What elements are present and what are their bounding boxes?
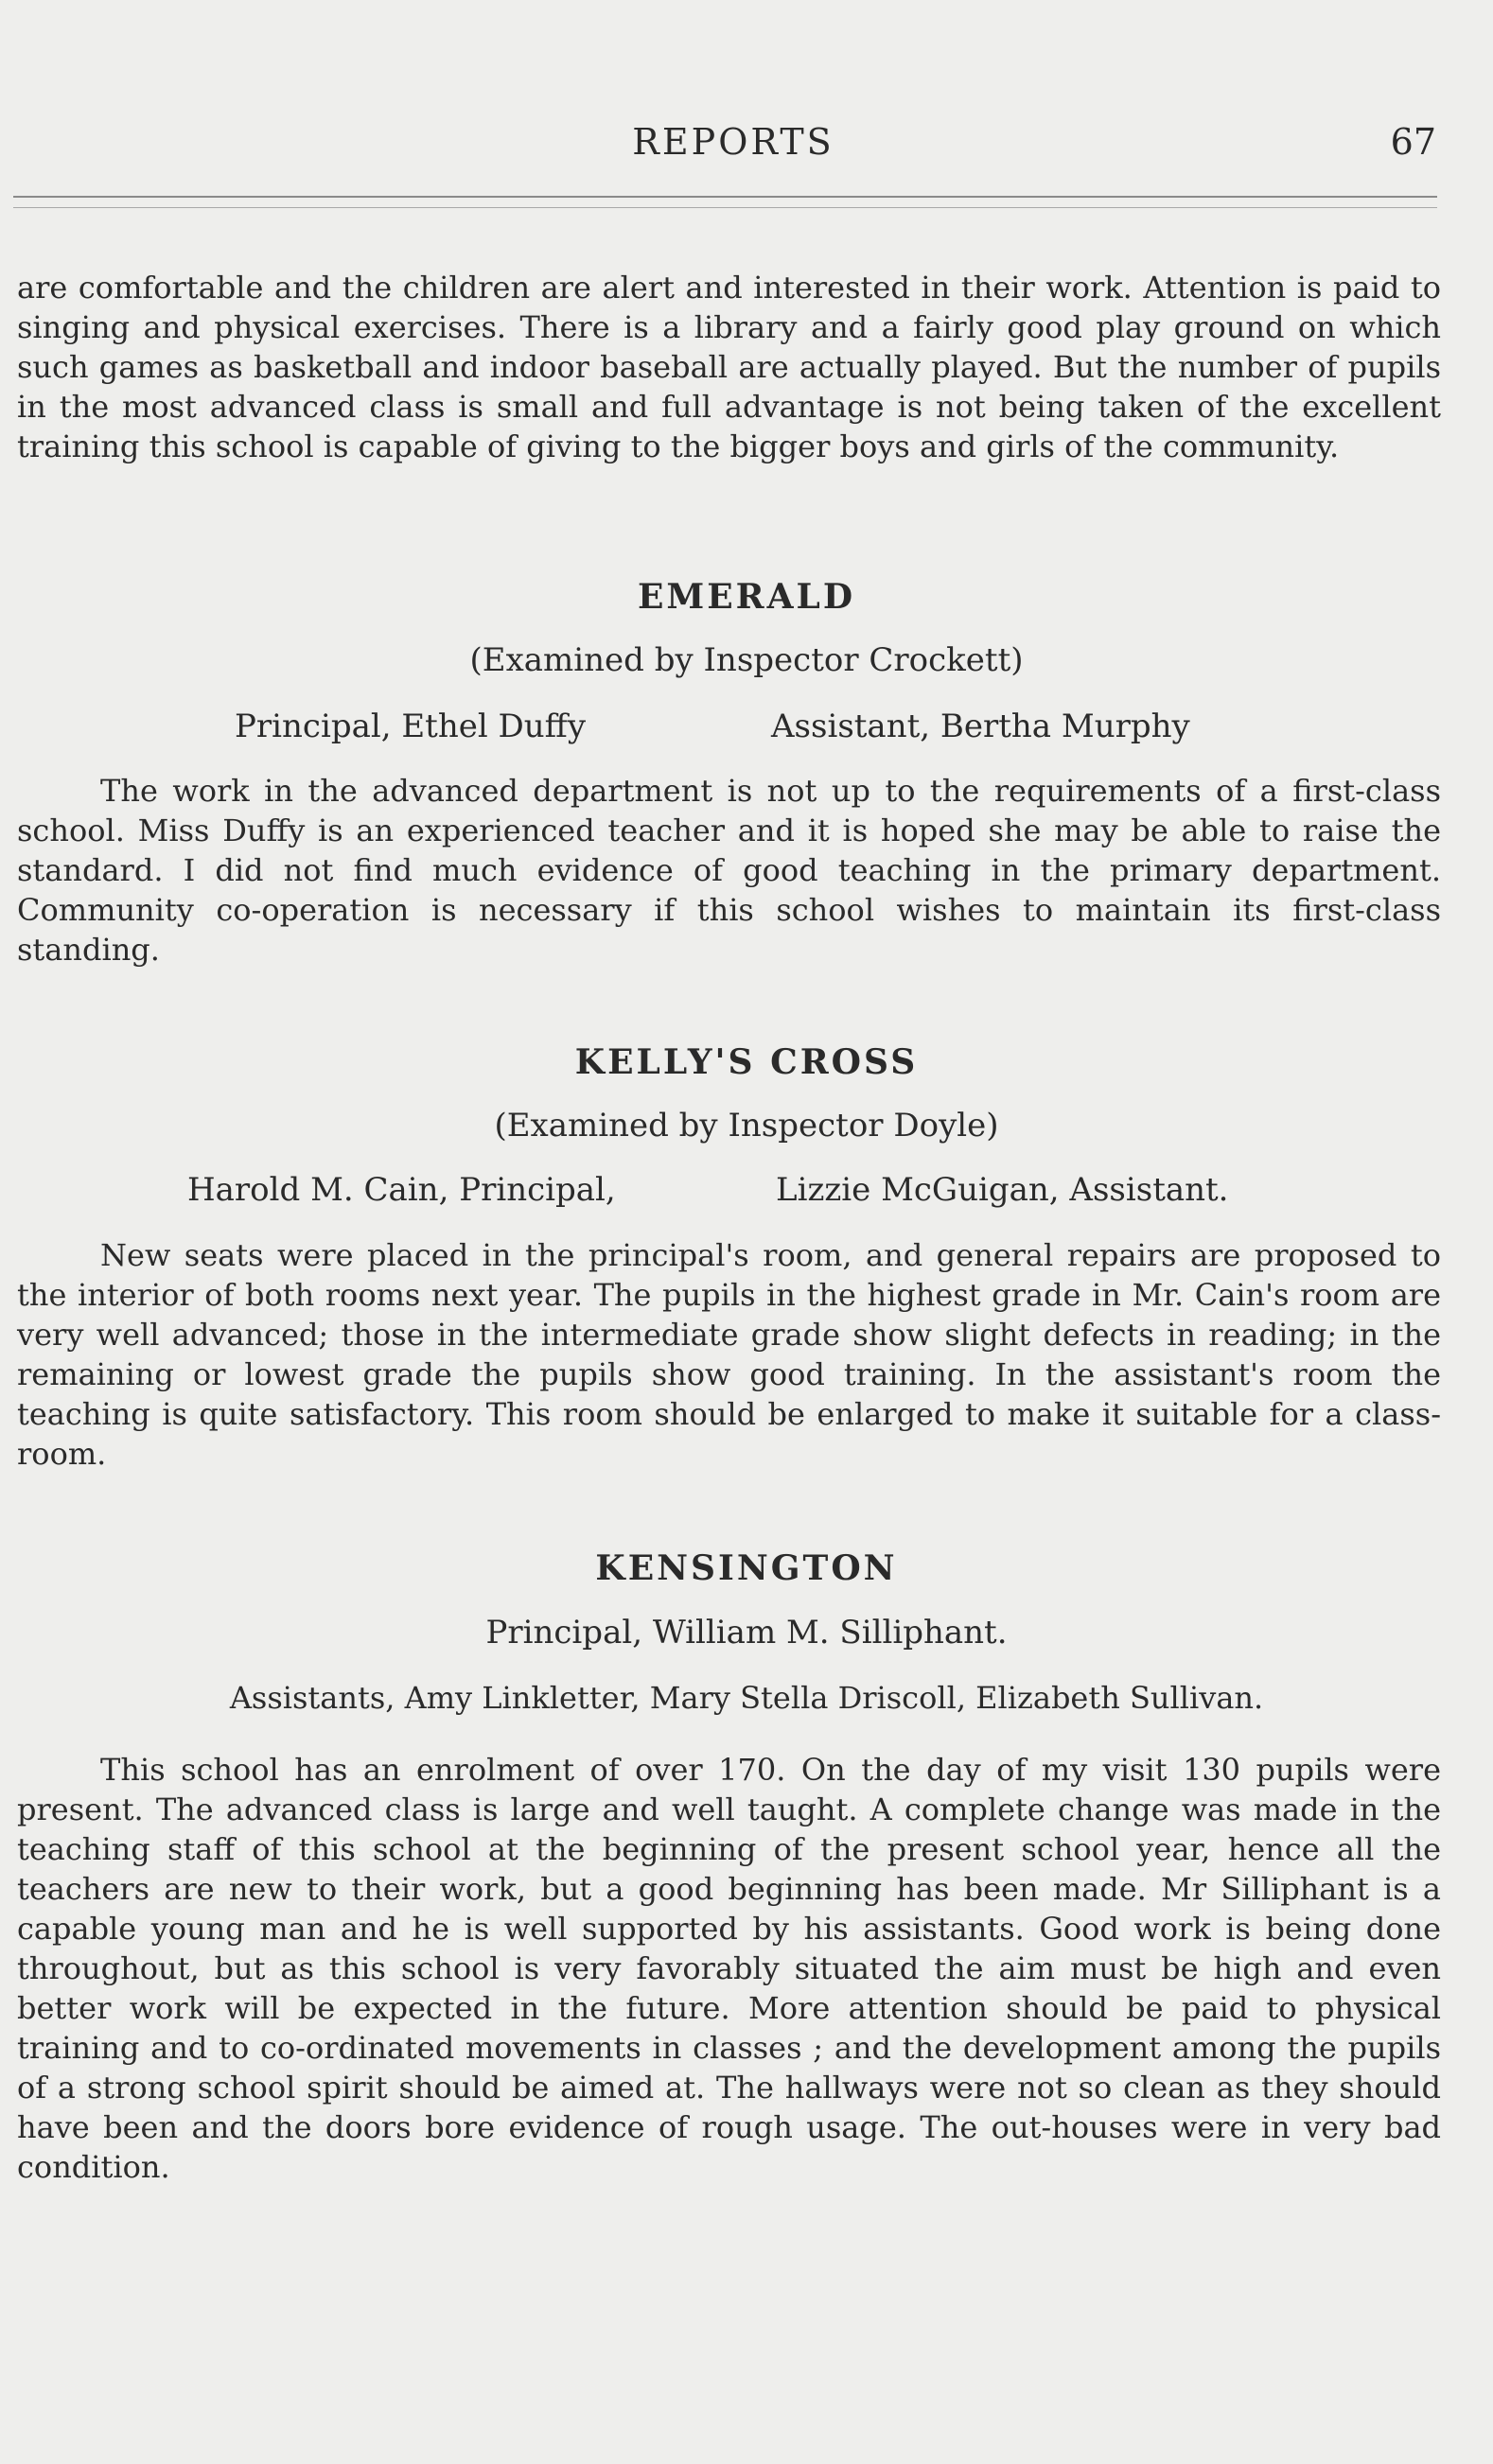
- section-body-emerald: The work in the advanced department is not up to the requirements of a first-class school. Miss Duffy is an experienced teacher and it is hoped she may be able to raise the standard. I did not find much evidence of good teaching in the primary department. Community co-operation is necessary if this school wishes to maintain its first-class standing.: [17, 773, 1441, 968]
- assistants-kensington: Assistants, Amy Linkletter, Mary Stella Driscoll, Elizabeth Sullivan.: [229, 1680, 1264, 1716]
- section-title-kensington: KENSINGTON: [595, 1548, 898, 1588]
- examined-by-kellys-cross: (Examined by Inspector Doyle): [494, 1107, 999, 1145]
- running-header: [0, 121, 1493, 178]
- page-number: 67: [1390, 121, 1436, 163]
- header-rule: [13, 196, 1437, 208]
- section-body-kensington: This school has an enrolment of over 170. On the day of my visit 130 pupils were present. The advanced class is large and well taught. A complete change was made in the teaching staff of this school at the beginning of the present school year, hence all the teachers are new to their work, but a good beginning has been made. Mr Silliphant is a capable young man and he is well supported by his assistants. Good work is being done throughout, but as this school is very favorably situated the aim must be high and even better work will be expected in the future. More attention should be paid to physical training and to co-ordinated movements in classes ; and the development among the pupils of a strong school spirit should be aimed at. The hallways were not so clean as they should have been and the doors bore evidence of rough usage. The out-houses were in very bad condition.: [17, 1752, 1441, 2185]
- running-title: REPORTS: [632, 121, 834, 163]
- staff-row-emerald: [0, 708, 1493, 749]
- intro-paragraph: are comfortable and the children are alert and interested in their work. Attention is paid to singing and physical exercises. There is a library and a fairly good play ground on which such games as basketball and indoor baseball are actually played. But the number of pupils in the most advanced class is small and full advantage is not being taken of the excellent training this school is capable of giving to the bigger boys and girls of the community.: [17, 270, 1441, 464]
- principal-kellys-cross: Harold M. Cain, Principal,: [187, 1171, 616, 1209]
- section-body-kellys-cross: New seats were placed in the principal's room, and general repairs are proposed to the interior of both rooms next year. The pupils in the highest grade in Mr. Cain's room are very well advanced; those in the intermediate grade show slight defects in reading; in the remaining or lowest grade the pupils show good training. In the assistant's room the teaching is quite satisfactory. This room should be enlarged to make it suitable for a class-room.: [17, 1237, 1441, 1472]
- principal-kensington: Principal, William M. Silliphant.: [485, 1614, 1008, 1651]
- section-title-emerald: EMERALD: [637, 577, 856, 617]
- assistant-emerald: Assistant, Bertha Murphy: [771, 708, 1190, 745]
- assistant-kellys-cross: Lizzie McGuigan, Assistant.: [776, 1171, 1229, 1209]
- principal-emerald: Principal, Ethel Duffy: [235, 708, 587, 745]
- section-title-kellys-cross: KELLY'S CROSS: [574, 1042, 919, 1082]
- staff-row-kellys-cross: [0, 1171, 1493, 1213]
- examined-by-emerald: (Examined by Inspector Crockett): [469, 641, 1024, 679]
